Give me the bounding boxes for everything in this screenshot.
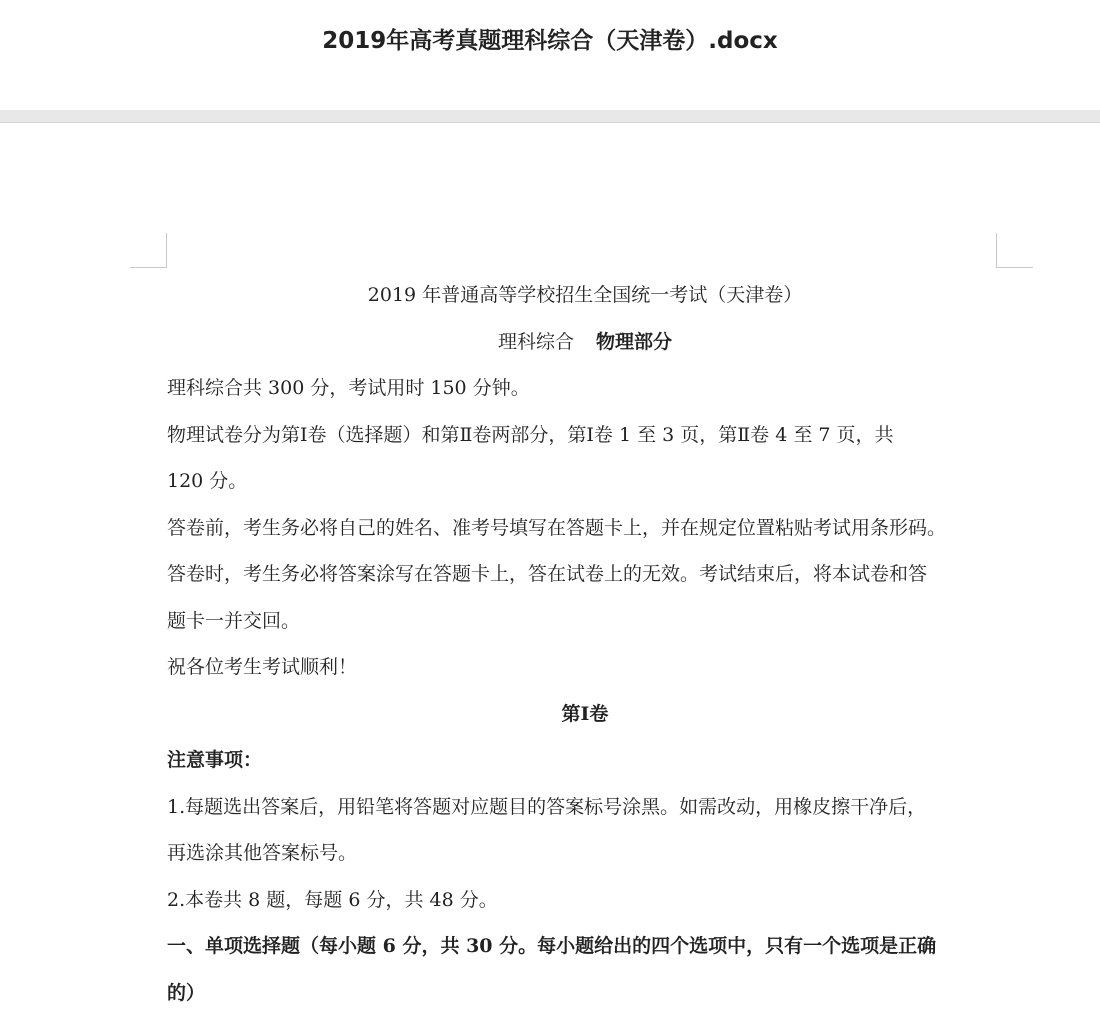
exam-subheading: [167, 319, 1003, 366]
note-line: 2.本卷共 8 题，每题 6 分，共 48 分。: [167, 877, 1003, 924]
document-filename: 2019年高考真题理科综合（天津卷）.docx: [0, 22, 1100, 55]
section-title: 第Ⅰ卷: [167, 691, 1003, 738]
paragraph-line: 祝各位考生考试顺利！: [167, 644, 1003, 691]
paragraph-line: 题卡一并交回。: [167, 598, 1003, 645]
page-corner-mark-top-right: [996, 233, 1033, 268]
document-body[interactable]: [167, 272, 1003, 1016]
exam-heading: 2019 年普通高等学校招生全国统一考试（天津卷）: [167, 272, 1003, 319]
note-line: 1.每题选出答案后，用铅笔将答题对应题目的答案标号涂黑。如需改动，用橡皮擦干净后，: [167, 784, 1003, 831]
paragraph-line: 120 分。: [167, 458, 1003, 505]
note-line: 再选涂其他答案标号。: [167, 830, 1003, 877]
question-heading: 一、单项选择题（每小题 6 分，共 30 分。每小题给出的四个选项中，只有一个选项是正确: [167, 923, 1003, 970]
page-corner-mark-top-left: [130, 233, 167, 268]
subheading-subject: 理科综合: [498, 331, 574, 353]
question-heading-continued: 的）: [167, 970, 1003, 1016]
page-gutter: [0, 110, 1100, 123]
paragraph-line: 答卷时，考生务必将答案涂写在答题卡上，答在试卷上的无效。考试结束后，将本试卷和答: [167, 551, 1003, 598]
title-bar: [0, 0, 1100, 110]
paragraph-line: 理科综合共 300 分，考试用时 150 分钟。: [167, 365, 1003, 412]
paragraph-line: 物理试卷分为第Ⅰ卷（选择题）和第Ⅱ卷两部分，第Ⅰ卷 1 至 3 页，第Ⅱ卷 4 至 7 页，共: [167, 412, 1003, 459]
subheading-part: 物理部分: [596, 331, 672, 353]
notes-title: 注意事项：: [167, 737, 1003, 784]
paragraph-line: 答卷前，考生务必将自己的姓名、准考号填写在答题卡上，并在规定位置粘贴考试用条形码。: [167, 505, 1003, 552]
